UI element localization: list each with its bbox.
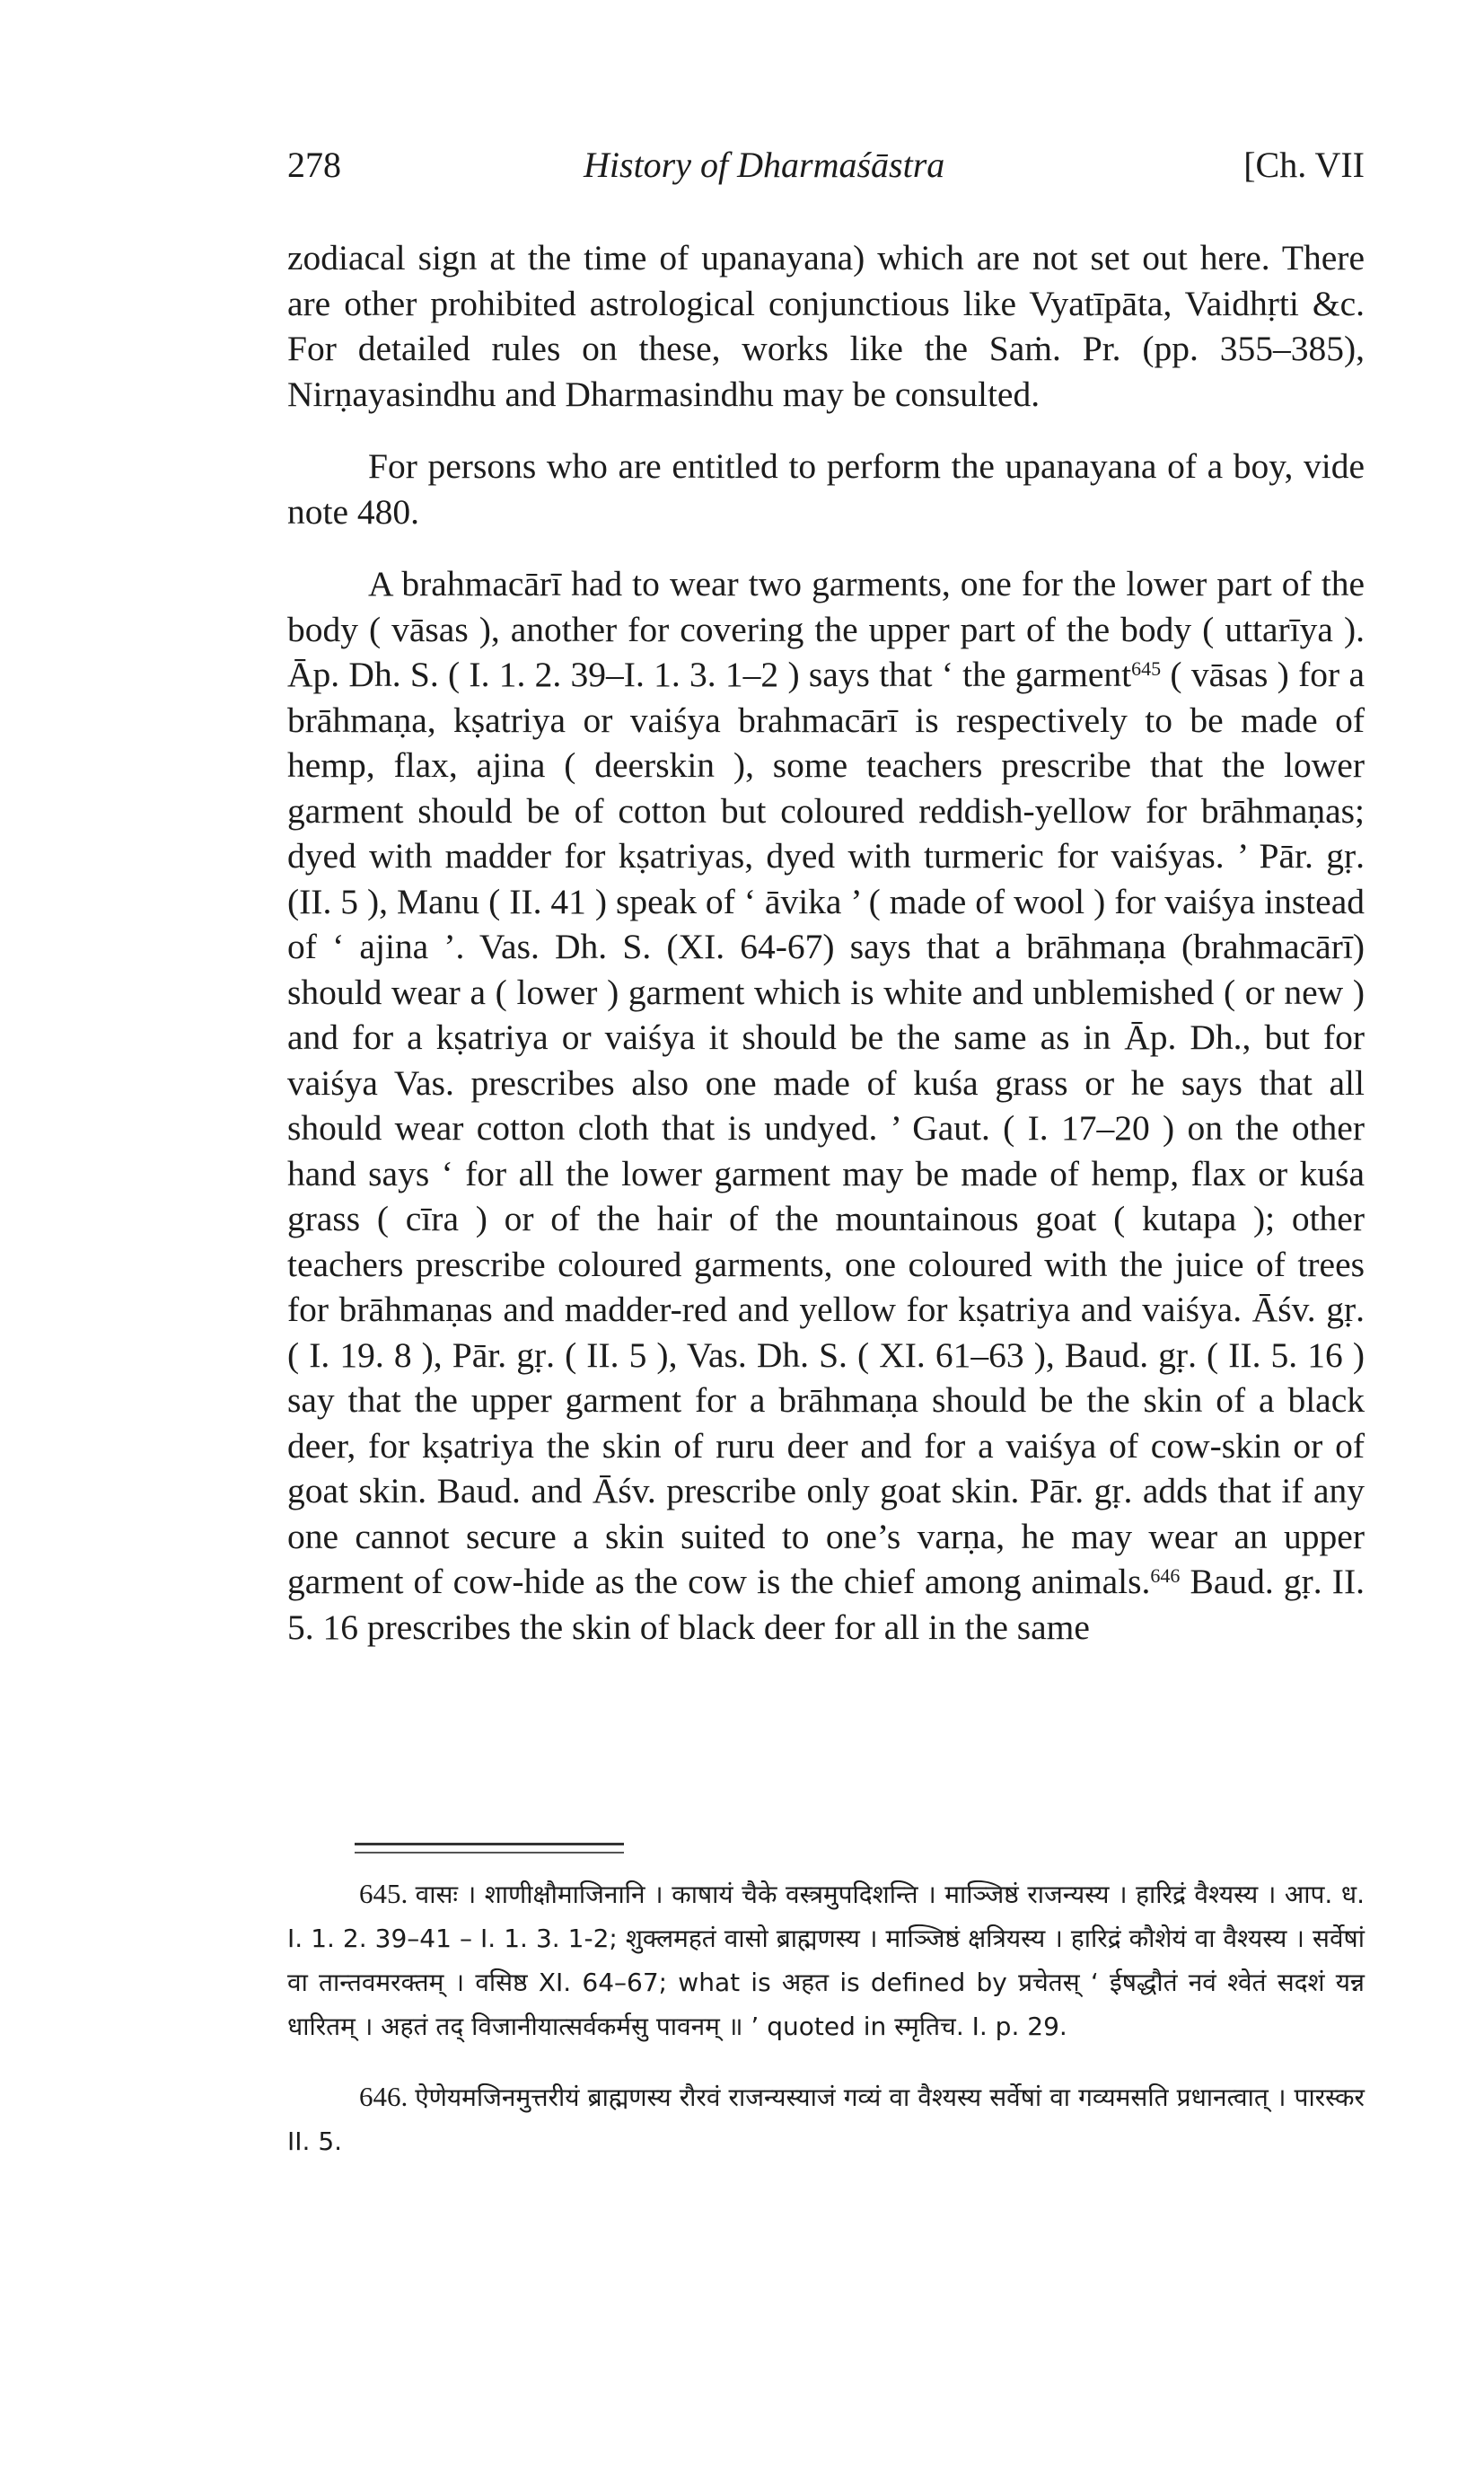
footnote-label: 646. bbox=[359, 2081, 408, 2112]
paragraph bbox=[287, 561, 1365, 1650]
footnote-646 bbox=[287, 2075, 1365, 2163]
paragraph: For persons who are entitled to perform the upanayana of a boy, vide note 480. bbox=[287, 446, 1365, 532]
running-title: History of Dharmaśāstra bbox=[584, 145, 945, 185]
paragraph-text: A brahmacārī had to wear two garments, one for the lower part of the body ( vāsas ), another for covering the upper part of the body ( uttarīya ). Āp. Dh. S. ( I. 1. 2. 39–I. 1. 3. 1–2 ) says that ‘ the garment bbox=[287, 564, 1365, 694]
running-header bbox=[287, 144, 1365, 198]
footnote-text: वासः । शाणीक्षौमाजिनानि । काषायं चैके वस्त्रमुपदिशन्ति । माञ्जिष्ठं राजन्यस्य । हारिद्रं वैश्यस्य । आप. ध. I. 1. 2. 39–41 – I. 1. 3. 1-2; शुक्लमहतं वासो ब्राह्मणस्य । माञ्जिष्ठं क्षत्रियस्य । हारिद्रं कौशेयं वा वैश्यस्य । सर्वेषां वा तान्तवमरक्तम् । वसिष्ठ XI. 64–67; what is अहत is defined by प्रचेतस् ‘ ईषद्धौतं नवं श्वेतं सदशं यन्न धारितम् । अहतं तद् विजानीयात्सर्वकर्मसु पावनम् ॥ ’ quoted in स्मृतिच. I. p. 29. bbox=[287, 1880, 1365, 2041]
paragraph-continuation: zodiacal sign at the time of upanayana) which are not set out here. There are other prohibited astrological conjunctious like Vyatīpāta, Vaidhṛti &c. For detailed rules on these, works like the Saṁ. Pr. (pp. 355–385), Nirṇayasindhu and Dharmasindhu may be consulted. bbox=[287, 238, 1365, 414]
paragraph-text: Baud. gṛ. II. 5. 16 prescribes the skin of black deer for all in the same bbox=[287, 1562, 1365, 1647]
paragraph-text: ( vāsas ) for a brāhmaṇa, kṣatriya or vaiśya brahmacārī is respectively to be made of hemp, flax, ajina ( deerskin ), some teachers prescribe that the lower garment should be of cotton but coloured reddish-yellow for brāhmaṇas; dyed with madder for kṣatriyas, dyed with turmeric for vaiśyas. ’ Pār. gṛ. (II. 5 ), Manu ( II. 41 ) speak of ‘ āvika ’ ( made of wool ) for vaiśya instead of ‘ ajina ’. Vas. Dh. S. (XI. 64-67) says that a brāhmaṇa (brahmacārī) should wear a ( lower ) garment which is white and unblemished ( or new ) and for a kṣatriya or vaiśya it should be the same as in Āp. Dh., but for vaiśya Vas. prescribes also one made of kuśa grass or he says that all should wear cotton cloth that is undyed. ’ Gaut. ( I. 17–20 ) on the other hand says ‘ for all the lower garment may be made of hemp, flax or kuśa grass ( cīra ) or of the hair of the mountainous goat ( kutapa ); other teachers prescribe coloured garments, one coloured with the juice of trees for brāhmaṇas and madder-red and yellow for kṣatriya and vaiśya. Āśv. gṛ. ( I. 19. 8 ), Pār. gṛ. ( II. 5 ), Vas. Dh. S. ( XI. 61–63 ), Baud. gṛ. ( II. 5. 16 ) say that the upper garment for a brāhmaṇa should be the skin of a black deer, for kṣatriya the skin of ruru deer and for a vaiśya of cow-skin or of goat skin. Baud. and Āśv. prescribe only goat skin. Pār. gṛ. adds that if any one cannot secure a skin suited to one’s varṇa, he may wear an upper garment of cow-hide as the cow is the chief among animals. bbox=[287, 655, 1365, 1601]
footnote-text: ऐणेयमजिनमुत्तरीयं ब्राह्मणस्य रौरवं राजन्यस्याजं गव्यं वा वैश्यस्य सर्वेषां वा गव्यमसति प्रधानत्वात् । पारस्कर II. 5. bbox=[287, 2083, 1365, 2156]
main-text bbox=[287, 235, 1365, 1650]
footnote-645 bbox=[287, 1872, 1365, 2048]
page-number: 278 bbox=[287, 145, 341, 185]
footnotes bbox=[287, 1872, 1365, 2163]
footnote-rule-secondary bbox=[355, 1852, 624, 1854]
footnote-rule bbox=[355, 1843, 624, 1845]
chapter-label: [Ch. VII bbox=[1243, 145, 1365, 185]
footnote-ref-645: 645 bbox=[1131, 657, 1162, 680]
footnote-label: 645. bbox=[359, 1878, 408, 1909]
footnote-ref-646: 646 bbox=[1150, 1564, 1181, 1587]
